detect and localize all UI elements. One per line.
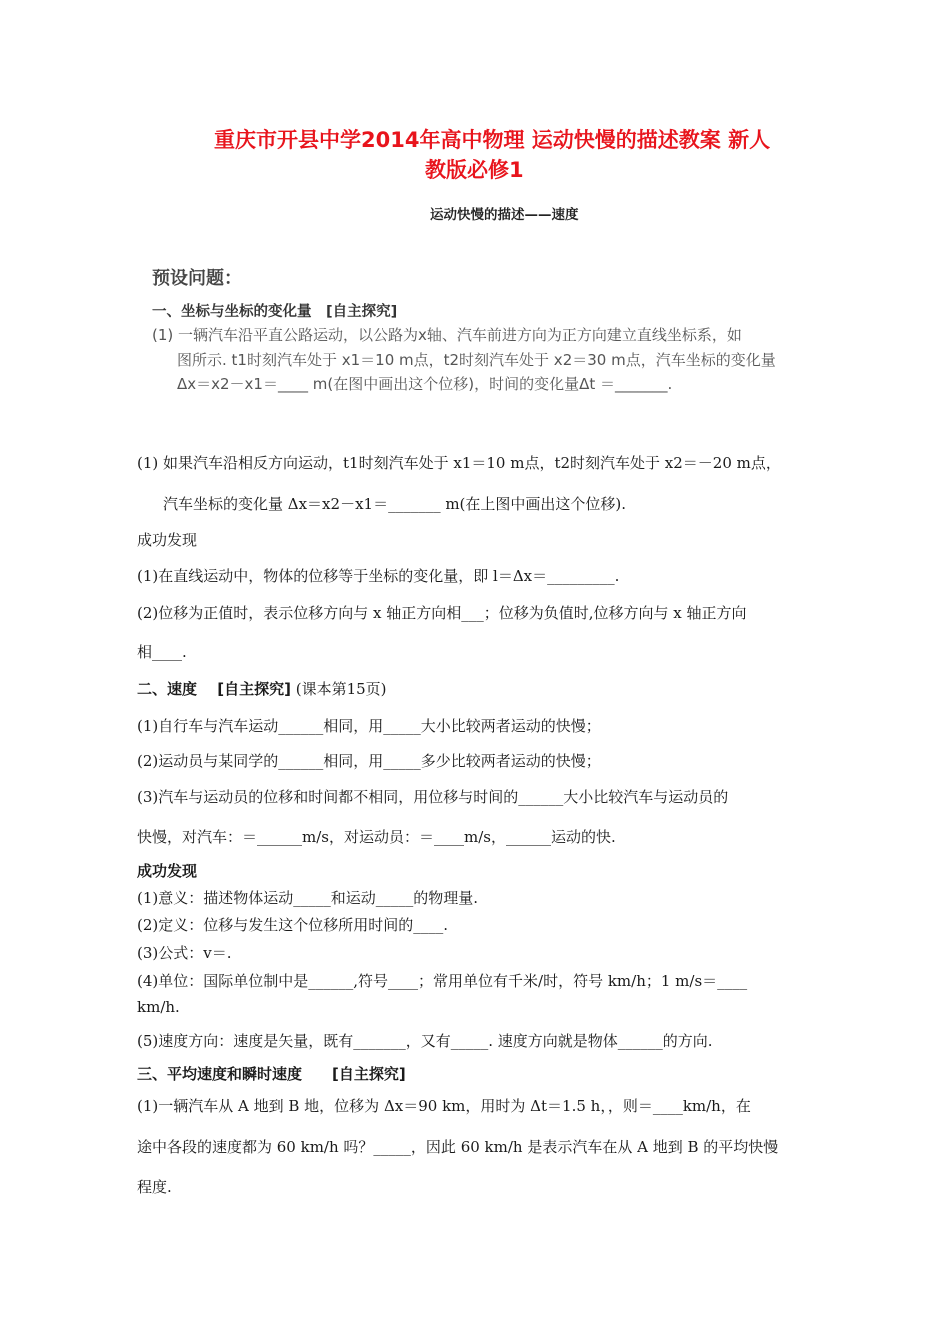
section1-heading: 一、坐标与坐标的变化量 [自主探究] [152, 304, 398, 320]
document-subtitle: 运动快慢的描述——速度 [430, 207, 579, 223]
section2-heading-note: (课本第15页) [295, 680, 387, 698]
section3-q1-line1: (1)一辆汽车从 A 地到 B 地，位移为 Δx＝90 km，用时为 Δt＝1.5 h，，则＝____km/h，在 [137, 1097, 751, 1115]
section1-q1-line1: (1) 一辆汽车沿平直公路运动，以公路为x轴、汽车前进方向为正方向建立直线坐标系，如 [152, 326, 742, 344]
section1-q2-line1: (1) 如果汽车沿相反方向运动，t1时刻汽车处于 x1＝10 m点，t2时刻汽车处于 x2＝－20 m点， [137, 454, 781, 472]
document-title-line2: 教版必修1 [425, 158, 524, 182]
document-title-line1: 重庆市开县中学2014年高中物理 运动快慢的描述教案 新人 [214, 128, 771, 152]
section2-discovery-5: (5)速度方向：速度是矢量，既有_______，又有_____. 速度方向就是物体______的方向. [137, 1032, 713, 1050]
section2-discovery-3: (3)公式：v＝. [137, 944, 232, 962]
section1-discovery-2-line1: (2)位移为正值时，表示位移方向与 x 轴正方向相___；位移为负值时,位移方向与 x 轴正方向 [137, 604, 747, 622]
section2-discovery-4-line2: km/h. [137, 998, 180, 1016]
section1-discovery-heading: 成功发现 [137, 531, 198, 549]
section3-q1-line2: 途中各段的速度都为 60 km/h 吗？_____，因此 60 km/h 是表示汽车在从 A 地到 B 的平均快慢 [137, 1138, 779, 1156]
section1-q1-line3: Δx＝x2－x1＝____ m(在图中画出这个位移)，时间的变化量Δt ＝_______. [177, 375, 673, 393]
section2-q2: (2)运动员与某同学的______相同，用_____多少比较两者运动的快慢； [137, 752, 601, 770]
section1-discovery-2-line2: 相____. [137, 643, 187, 661]
section1-discovery-1: (1)在直线运动中，物体的位移等于坐标的变化量，即 l＝Δx＝_________. [137, 567, 620, 585]
section1-q1-line2: 图所示. t1时刻汽车处于 x1＝10 m点，t2时刻汽车处于 x2＝30 m点，汽车坐标的变化量 [177, 351, 776, 369]
section2-discovery-heading: 成功发现 [137, 862, 198, 880]
section2-discovery-2: (2)定义：位移与发生这个位移所用时间的____. [137, 916, 449, 934]
section2-heading: 二、速度 [自主探究] [137, 680, 291, 698]
section2-q1: (1)自行车与汽车运动______相同，用_____大小比较两者运动的快慢； [137, 717, 601, 735]
section3-q1-line3: 程度. [137, 1178, 172, 1196]
section2-q3-line2: 快慢，对汽车：＝______m/s，对运动员：＝____m/s，______运动的快. [137, 828, 616, 846]
section2-discovery-1: (1)意义：描述物体运动_____和运动_____的物理量. [137, 889, 479, 907]
section1-q2-line2: 汽车坐标的变化量 Δx＝x2－x1＝_______ m(在上图中画出这个位移). [163, 495, 627, 513]
section2-q3-line1: (3)汽车与运动员的位移和时间都不相同，用位移与时间的______大小比较汽车与运动员的 [137, 788, 729, 806]
section2-discovery-4-line1: (4)单位：国际单位制中是______,符号____；常用单位有千米/时，符号 km/h；1 m/s＝____ [137, 972, 748, 990]
section3-heading: 三、平均速度和瞬时速度 [自主探究] [137, 1065, 406, 1083]
section2-heading-row [137, 678, 387, 699]
preset-questions-heading: 预设问题： [152, 268, 242, 289]
